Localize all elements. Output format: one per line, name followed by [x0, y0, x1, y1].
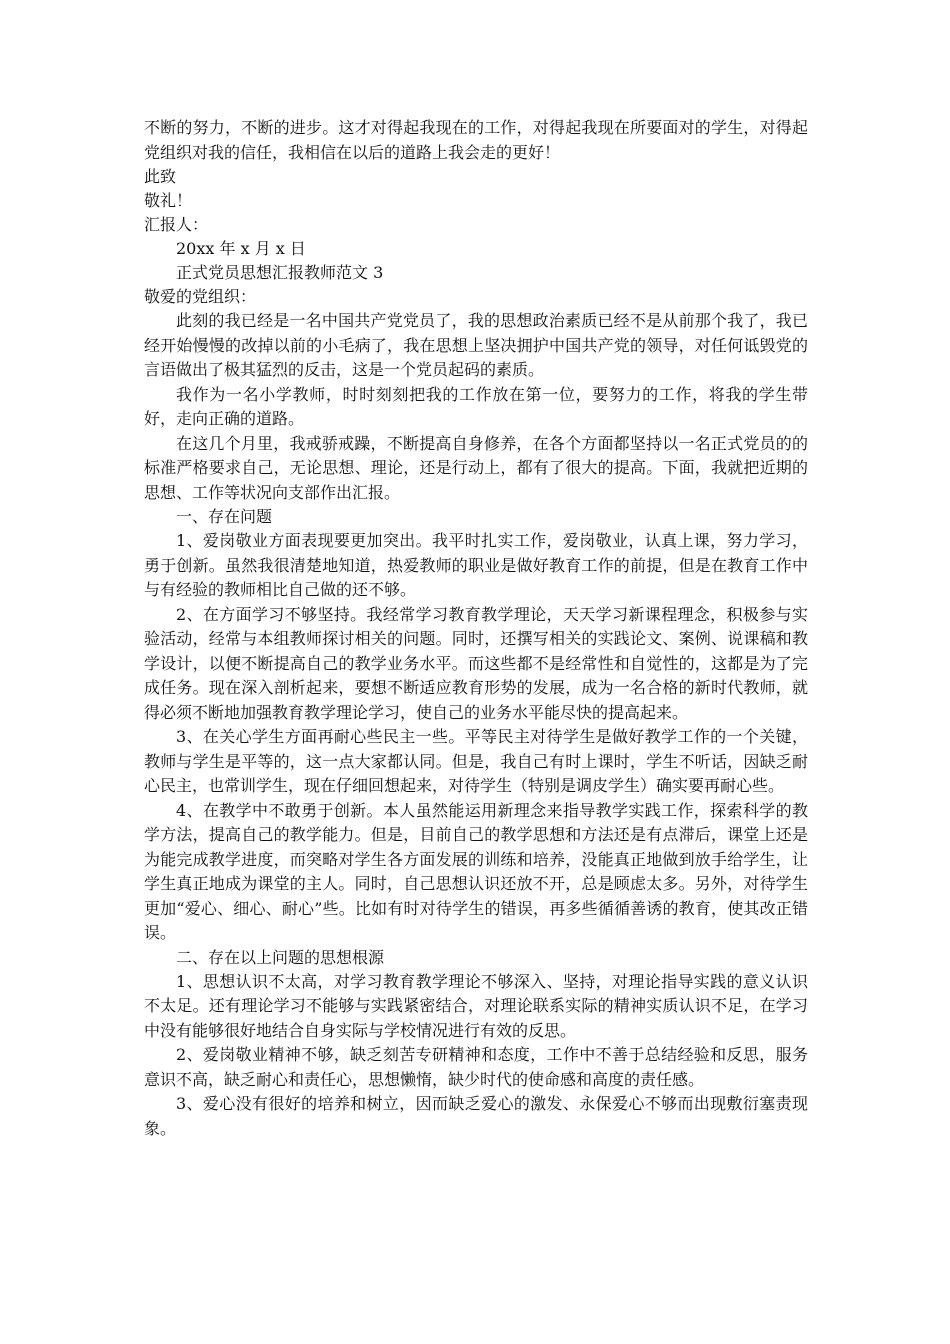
closing-line-2: 敬礼！ [144, 191, 193, 210]
report-date: 20xx 年 x 月 x 日 [176, 239, 306, 258]
reporter-label: 汇报人： [144, 215, 209, 234]
section-item: 2、在方面学习不够坚持。我经常学习教育教学理论，天天学习新课程理念，积极参与实验活动，经常与本组教师探讨相关的问题。同时，还撰写相关的实践论文、案例、说课稿和教学设计，以便不断提高自己的教学业务水平。而这些都不是经常性和自觉性的，这都是为了完成任务。现在深入剖析起来，要想不断适应教育形势的发展，成为一名合格的新时代教师，就得必须不断地加强教育教学理论学习，使自己的业务水平能尽快的提高起来。 [144, 604, 808, 722]
body-paragraph: 此刻的我已经是一名中国共产党党员了，我的思想政治素质已经不是从前那个我了，我已经开始慢慢的改掉以前的小毛病了，我在思想上坚决拥护中国共产党的领导，对任何诋毁党的言语做出了极其猛烈的反击，这是一个党员起码的素质。 [144, 311, 808, 379]
section-item: 1、思想认识不太高，对学习教育教学理论不够深入、坚持，对理论指导实践的意义认识不太足。还有理论学习不能够与实践紧密结合，对理论联系实际的精神实质认识不足，在学习中没有能够很好地结合自身实际与学校情况进行有效的反思。 [144, 971, 808, 1040]
section-heading-1: 一、存在问题 [176, 507, 273, 526]
document-title: 正式党员思想汇报教师范文 3 [176, 263, 384, 282]
body-paragraph: 我作为一名小学教师，时时刻刻把我的工作放在第一位，要努力的工作，将我的学生带好，走向正确的道路。 [144, 384, 808, 428]
document-page [144, 116, 808, 1141]
closing-line-1: 此致 [144, 167, 177, 186]
section-heading-2: 二、存在以上问题的思想根源 [176, 947, 385, 967]
section-item: 2、爱岗敬业精神不够，缺乏刻苦专研精神和态度，工作中不善于总结经验和反思，服务意识不高，缺乏耐心和责任心，思想懒惰，缺少时代的使命感和高度的责任感。 [144, 1045, 808, 1089]
salutation: 敬爱的党组织： [144, 287, 257, 306]
body-paragraph: 在这几个月里，我戒骄戒躁，不断提高自身修养，在各个方面都坚持以一名正式党员的的标准严格要求自己，无论思想、理论，还是行动上，都有了很大的提高。下面，我就把近期的思想、工作等状况向支部作出汇报。 [144, 433, 808, 502]
section-item: 1、爱岗敬业方面表现要更加突出。我平时扎实工作，爱岗敬业，认真上课，努力学习，勇于创新。虽然我很清楚地知道，热爱教师的职业是做好教育工作的前提，但是在教育工作中与有经验的教师相比自己做的还不够。 [144, 531, 808, 599]
intro-paragraph: 不断的努力，不断的进步。这才对得起我现在的工作，对得起我现在所要面对的学生，对得起党组织对我的信任，我相信在以后的道路上我会走的更好！ [144, 118, 808, 162]
section-item: 4、在教学中不敢勇于创新。本人虽然能运用新理念来指导教学实践工作，探索科学的教学方法，提高自己的教学能力。但是，目前自己的教学思想和方法还是有点滞后，课堂上还是为能完成教学进度，而突略对学生各方面发展的训练和培养，没能真正地做到放手给学生，让学生真正地成为课堂的主人。同时，自己思想认识还放不开，总是顾虑太多。另外，对待学生更加“爱心、细心、耐心”些。比如有时对待学生的错误，再多些循循善诱的教育，使其改正错误。 [144, 800, 808, 942]
section-item: 3、在关心学生方面再耐心些民主一些。平等民主对待学生是做好教学工作的一个关键，教师与学生是平等的，这一点大家都认同。但是，我自己有时上课时，学生不听话，因缺乏耐心民主，也常训学生，现在仔细回想起来，对待学生（特别是调皮学生）确实要再耐心些。 [144, 727, 808, 795]
section-item: 3、爱心没有很好的培养和树立，因而缺乏爱心的激发、永保爱心不够而出现敷衍塞责现象。 [144, 1094, 808, 1138]
